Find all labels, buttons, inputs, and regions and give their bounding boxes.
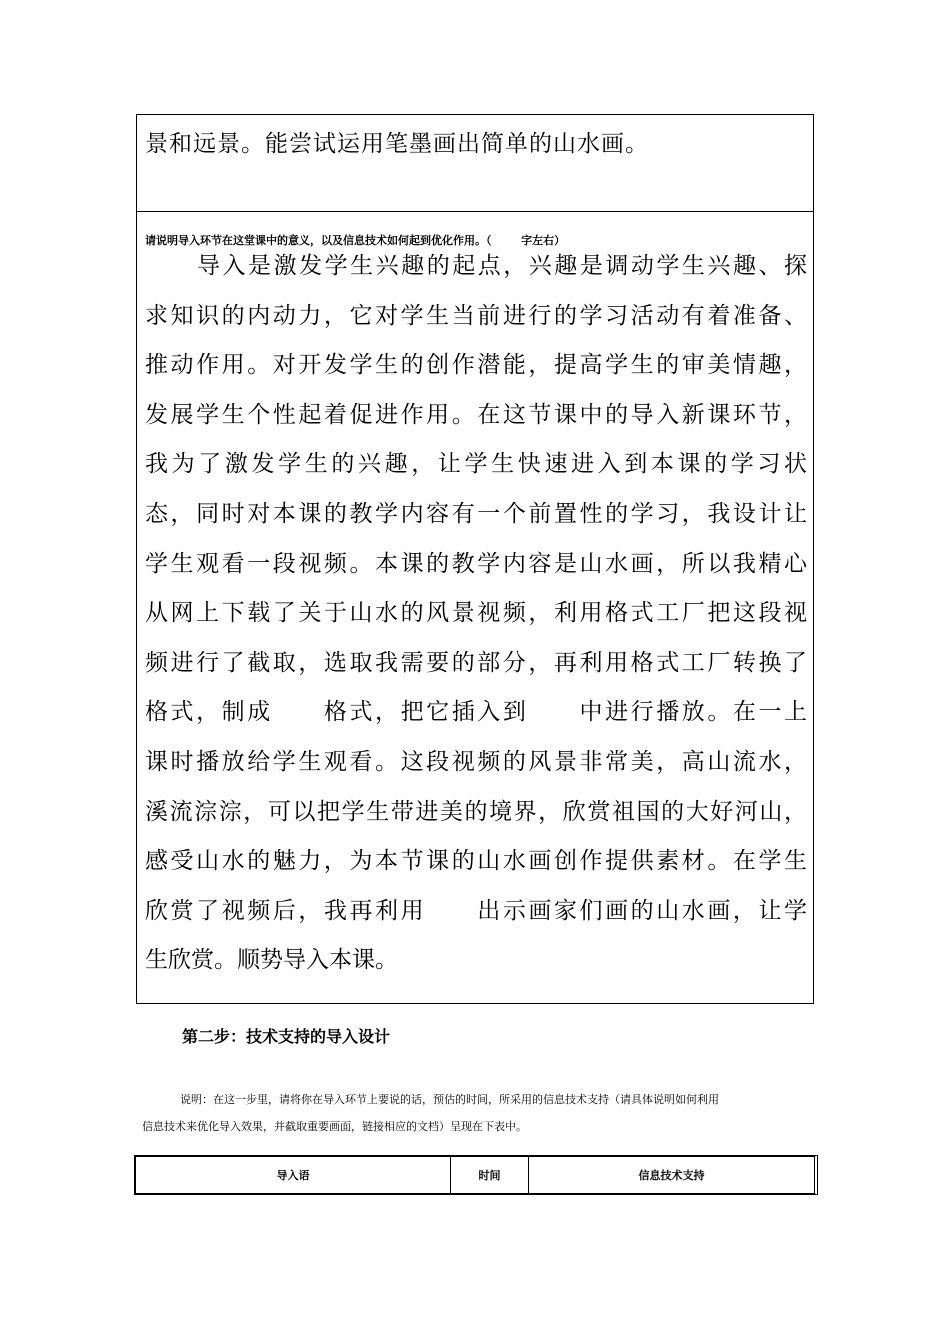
answer-line: 格式，制成 格式，把它插入到 中进行播放。在一上 — [145, 699, 807, 726]
objective-box — [136, 114, 814, 212]
question-prompt: 请说明导入环节在这堂课中的意义，以及信息技术如何起到优化作用。（ 字左右） — [145, 234, 566, 247]
answer-line: 欣赏了视频后，我再利用 出示画家们画的山水画，让学 — [145, 897, 807, 924]
objective-text: 景和远景。能尝试运用笔墨画出简单的山水画。 — [145, 131, 649, 157]
step-two-note — [142, 1086, 810, 1140]
intro-design-table-header — [134, 1155, 818, 1195]
answer-line: 导入是激发学生兴趣的起点，兴趣是调动学生兴趣、探 — [197, 253, 807, 279]
answer-line: 学生观看一段视频。本课的教学内容是山水画，所以我精心 — [145, 550, 807, 577]
answer-line: 溪流淙淙，可以把学生带进美的境界，欣赏祖国的大好河山， — [145, 798, 807, 825]
answer-line: 我为了激发学生的兴趣，让学生快速进入到本课的学习状 — [145, 451, 807, 478]
answer-line: 频进行了截取，选取我需要的部分，再利用格式工厂转换了 — [145, 649, 807, 676]
answer-line: 感受山水的魅力，为本节课的山水画创作提供素材。在学生 — [145, 848, 807, 875]
step-two-heading: 第二步：技术支持的导入设计 — [182, 1027, 391, 1046]
header-intro-speech: 导入语 — [136, 1157, 451, 1193]
answer-line: 推动作用。对开发学生的创作潜能，提高学生的审美情趣， — [145, 352, 807, 379]
answer-line: 课时播放给学生观看。这段视频的风景非常美，高山流水， — [145, 748, 807, 775]
header-time: 时间 — [451, 1157, 529, 1193]
note-line: 信息技术来优化导入效果，并截取重要画面，链接相应的文档）呈现在下表中。 — [142, 1120, 527, 1133]
answer-line: 从网上下载了关于山水的风景视频，利用格式工厂把这段视 — [145, 600, 807, 627]
answer-paragraph — [145, 242, 807, 986]
answer-line: 生欣赏。顺势导入本课。 — [145, 947, 398, 974]
answer-line: 求知识的内动力，它对学生当前进行的学习活动有着准备、 — [145, 302, 807, 329]
intro-meaning-box — [136, 212, 814, 1004]
header-tech-support: 信息技术支持 — [638, 1169, 705, 1182]
answer-line: 发展学生个性起着促进作用。在这节课中的导入新课环节， — [145, 401, 807, 428]
note-line: 说明：在这一步里，请将你在导入环节上要说的话，预估的时间，所采用的信息技术支持（请具体说明如何利用 — [180, 1093, 719, 1106]
answer-line: 态，同时对本课的教学内容有一个前置性的学习，我设计让 — [145, 500, 807, 527]
